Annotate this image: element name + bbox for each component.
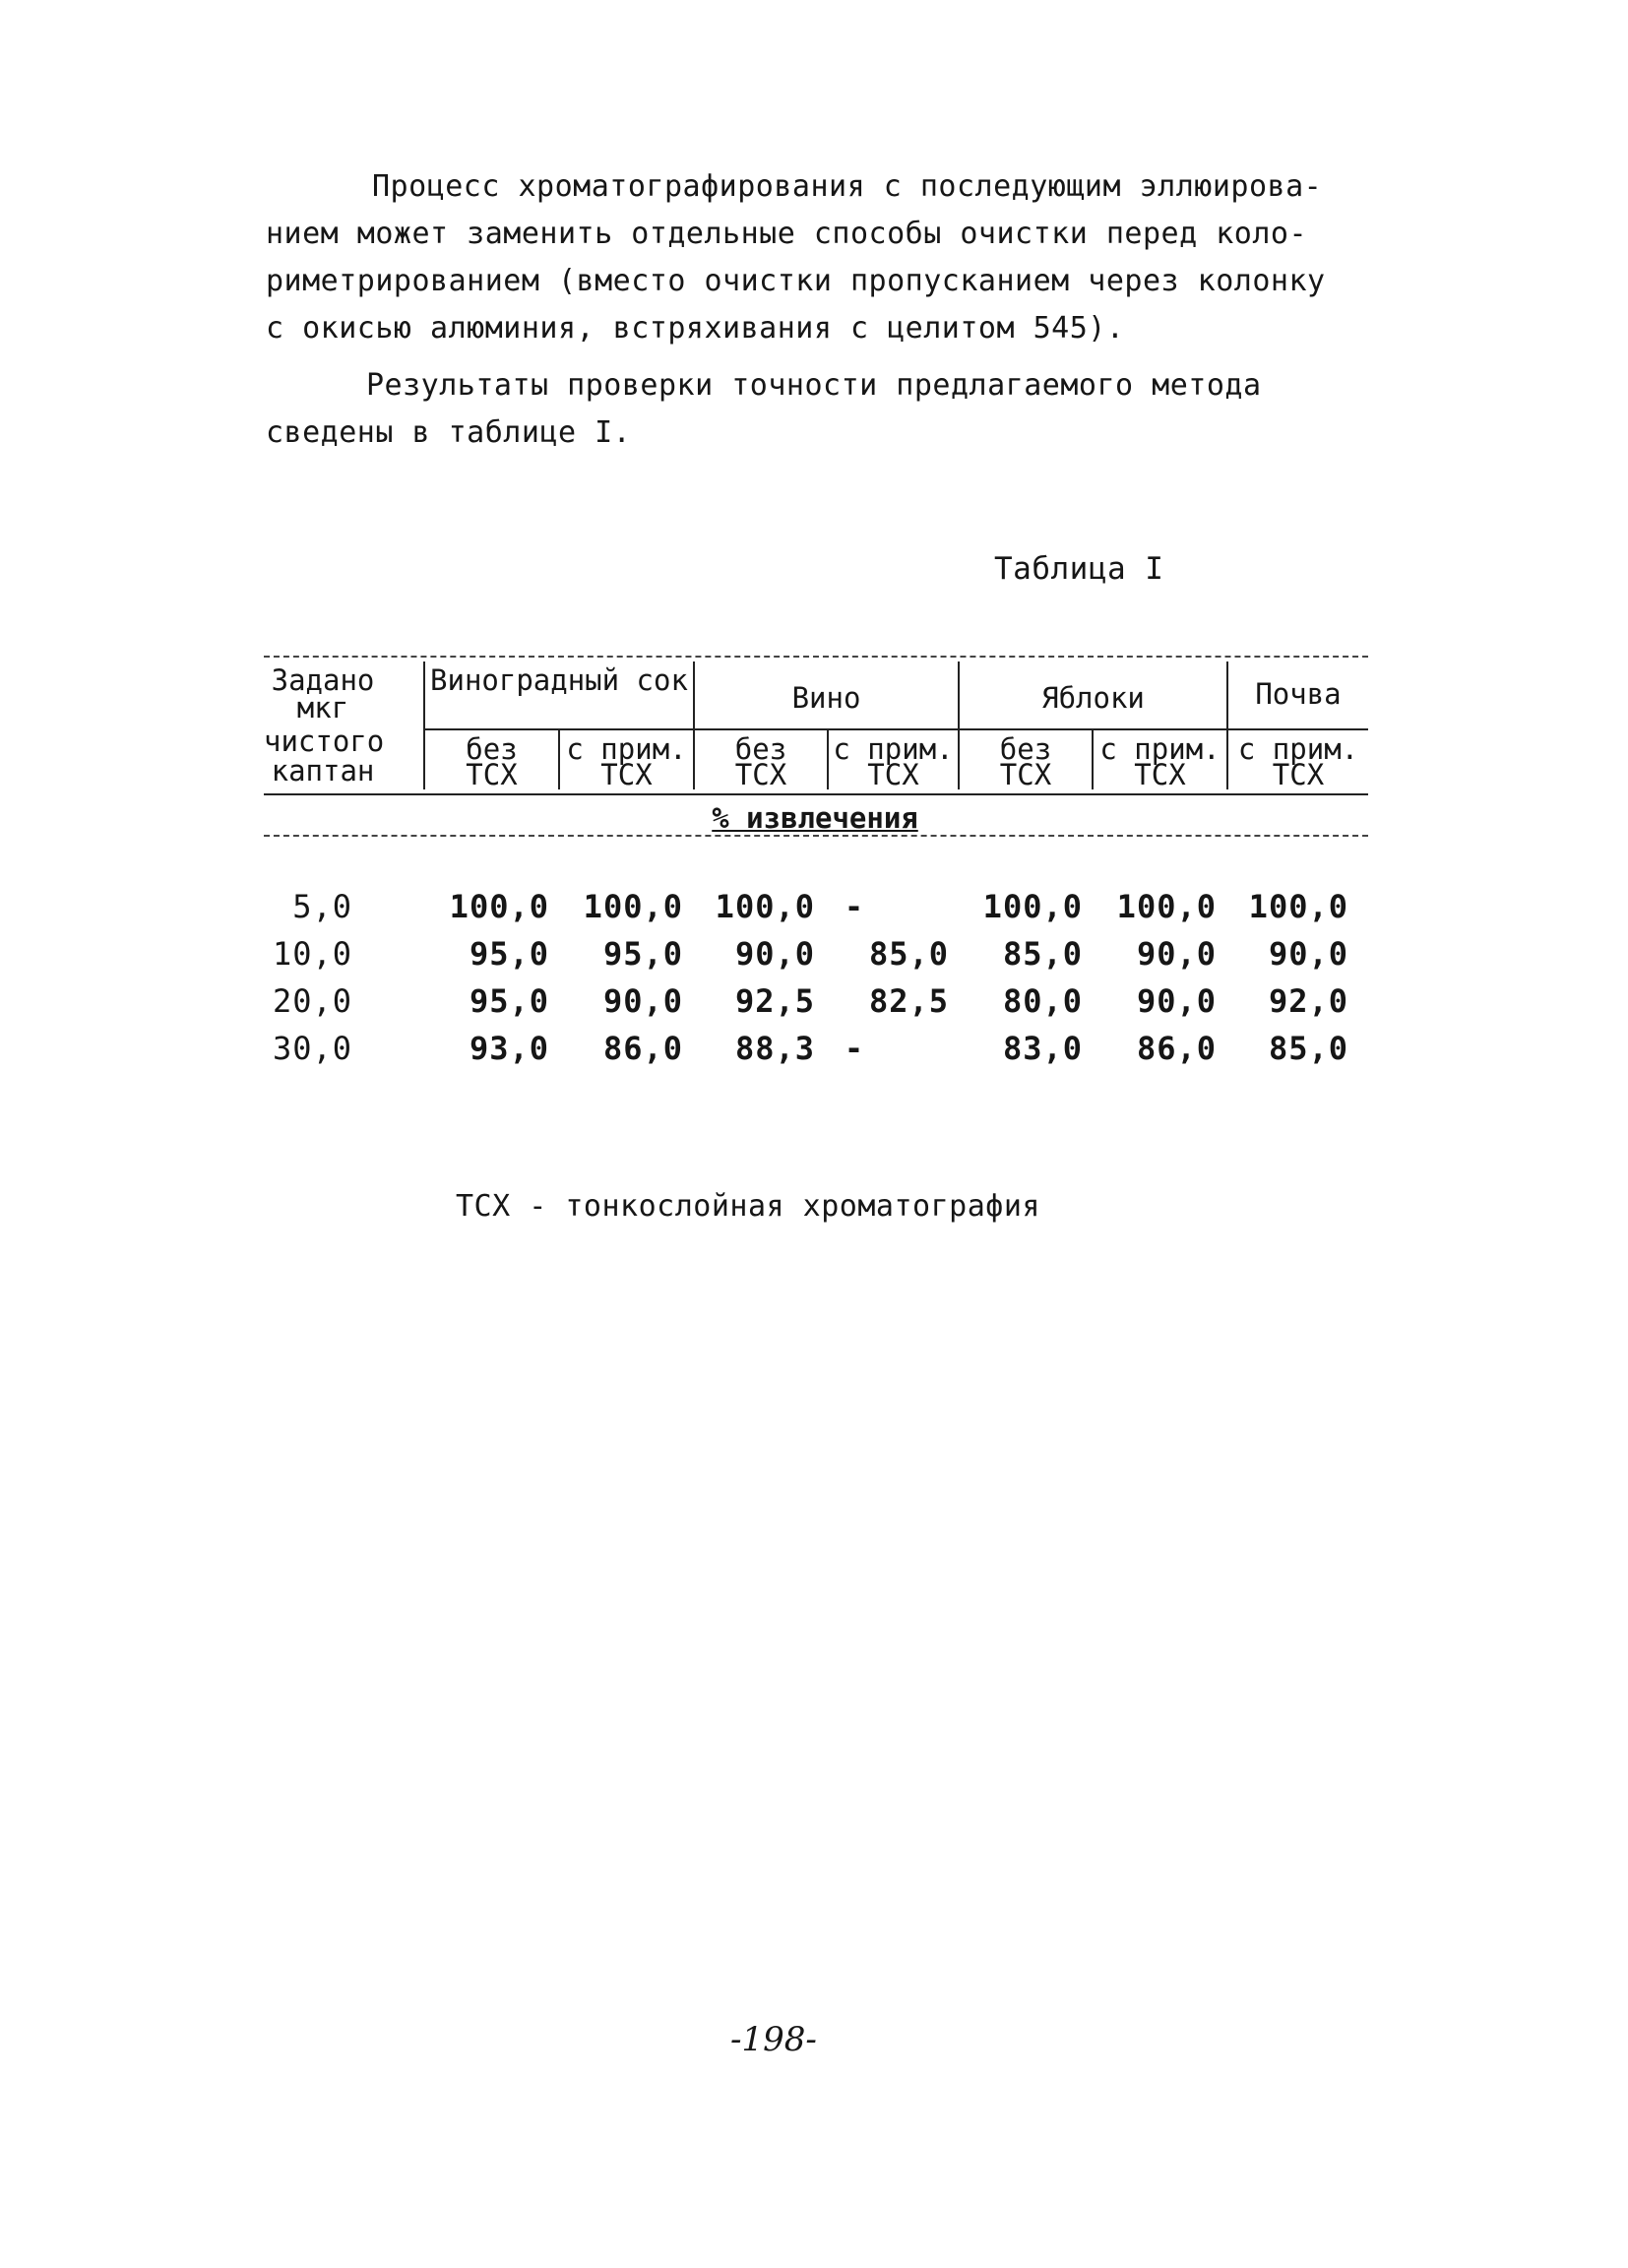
table-cell: 90,0 [1136,982,1217,1020]
table-cell: 80,0 [1002,982,1083,1020]
table-cell: 93,0 [469,1030,549,1067]
table-cell: 100,0 [1116,888,1217,925]
group-header-soil: Почва [1255,677,1342,711]
subcol-label: с прим. [566,732,687,766]
group-header-wine: Вино [791,681,861,715]
subcol-label: с прим. [1237,732,1359,766]
row-header-line-3: чистого [264,724,385,758]
paragraph-1: Процесс хроматографирования с последующим эллюирова- нием может заменить отдельные способы очистки перед коло- риметрированием (вместо очистки пропусканием через колонку с окисью алюминия, встряхивания с целитом 545). [266,169,1326,346]
group-header-apples: Яблоки [1041,681,1145,715]
table-cell: - [844,1030,865,1067]
table-cell: 82,5 [868,982,949,1020]
table-cell: 85,0 [868,935,949,973]
group-header-grape-juice: Виноградный сок [430,663,688,697]
unit-dashed-rule [264,835,1368,837]
table-row-given: 5,0 [292,888,352,925]
table-top-rule [264,656,1368,658]
subcol-label: ТСХ [600,758,653,791]
subcol-label: с прим. [833,732,954,766]
table-caption: Таблица I [994,551,1164,587]
table-row-given: 20,0 [272,982,352,1020]
footnote: ТСХ - тонкослойная хроматография [456,1189,1040,1224]
subcol-label: ТСХ [466,758,518,791]
subcol-label: ТСХ [867,758,919,791]
table-cell: 100,0 [449,888,549,925]
subcol-label: ТСХ [999,758,1052,791]
table-cell: 92,0 [1268,982,1348,1020]
table-cell: 88,3 [734,1030,815,1067]
group-underline [695,728,958,730]
table-row-given: 30,0 [272,1030,352,1067]
table-cell: 90,0 [734,935,815,973]
subcol-label: ТСХ [1134,758,1186,791]
table-cell: 90,0 [1136,935,1217,973]
header-rule [264,793,1368,795]
table-cell: 92,5 [734,982,815,1020]
row-header-line-1: Задано [271,663,375,697]
table-cell: 85,0 [1002,935,1083,973]
subcol-label: без [999,732,1052,766]
subcol-label: ТСХ [1272,758,1325,791]
results-table [264,658,1368,1093]
unit-label: % извлечения [712,801,918,835]
group-underline [960,728,1226,730]
table-cell: 86,0 [1136,1030,1217,1067]
table-cell: - [844,888,865,925]
table-cell: 85,0 [1268,1030,1348,1067]
row-header-line-2: мкг [296,691,349,724]
table-row-given: 10,0 [272,935,352,973]
table-cell: 100,0 [583,888,683,925]
subcol-label: ТСХ [734,758,787,791]
table-cell: 95,0 [602,935,683,973]
subcol-label: без [734,732,787,766]
table-cell: 100,0 [1248,888,1348,925]
row-header-line-4: каптан [271,754,375,788]
table-cell: 100,0 [715,888,815,925]
subcol-label: с прим. [1099,732,1221,766]
table-cell: 90,0 [1268,935,1348,973]
group-underline [1228,728,1368,730]
subcol-label: без [466,732,518,766]
table-cell: 86,0 [602,1030,683,1067]
table-cell: 95,0 [469,982,549,1020]
table-cell: 90,0 [602,982,683,1020]
table-cell: 83,0 [1002,1030,1083,1067]
page-number: -198- [730,2020,817,2059]
paragraph-2: Результаты проверки точности предлагаемого метода сведены в таблице I. [266,368,1262,450]
table-cell: 100,0 [982,888,1083,925]
group-underline [425,728,693,730]
table-cell: 95,0 [469,935,549,973]
